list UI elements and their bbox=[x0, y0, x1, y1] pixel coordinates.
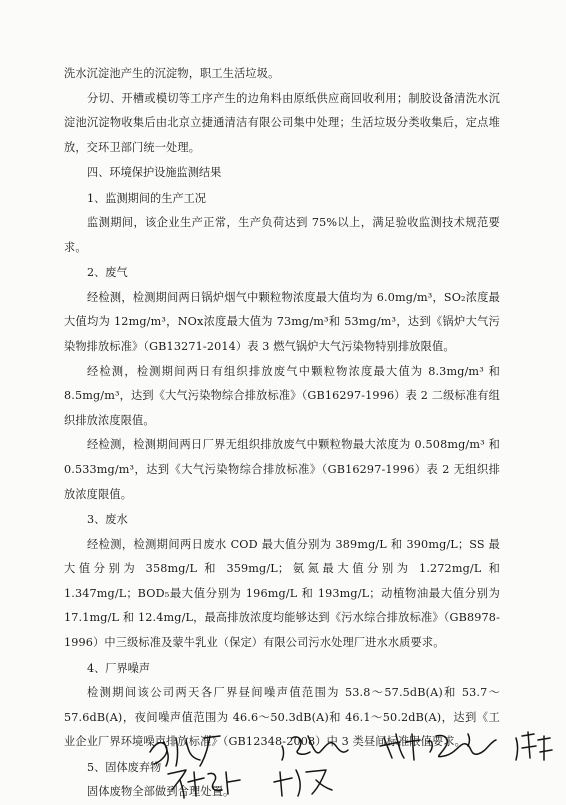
paragraph-solid-waste: 固体废物全部做到合理处置。 bbox=[87, 785, 235, 799]
signature-6 bbox=[168, 770, 240, 798]
subheading-boundary-noise: 4、厂界噪声 bbox=[87, 661, 151, 675]
paragraph-production-conditions: 监测期间，该企业生产正常，生产负荷达到 75%以上，满足验收监测技术规范要求。 bbox=[64, 216, 500, 254]
paragraph-organized-emission: 经检测，检测期间两日有组织排放废气中颗粒物浓度最大值为 8.3mg/m³ 和 8.5mg/m³，达到《大气污染物综合排放标准》（GB16297-1996）表 2 二级标准有组织排放浓度限值。 bbox=[64, 364, 500, 427]
signature-4 bbox=[428, 734, 496, 757]
subheading-solid-waste: 5、固体废弃物 bbox=[87, 760, 162, 774]
paragraph-continuation: 洗水沉淀池产生的沉淀物，职工生活垃圾。 bbox=[64, 67, 280, 80]
signature-5 bbox=[516, 732, 552, 760]
subheading-production-conditions: 1、监测期间的生产工况 bbox=[87, 191, 206, 205]
signature-3 bbox=[380, 734, 420, 760]
signature-1 bbox=[150, 736, 220, 766]
subheading-exhaust-gas: 2、废气 bbox=[87, 266, 128, 280]
signature-2 bbox=[282, 736, 348, 760]
paragraph-boundary-noise: 检测期间该公司两天各厂界昼间噪声值范围为 53.8～57.5dB(A)和 53.7～57.6dB(A)，夜间噪声值范围为 46.6～50.3dB(A)和 46.1～50.2dB(A)，达到《工业企业厂界环境噪声排放标准》（GB12348-2008）中 3 类昼间标准限值要求。 bbox=[64, 685, 500, 749]
handwritten-signatures bbox=[0, 712, 566, 800]
paragraph-solid-waste-handling: 分切、开槽或模切等工序产生的边角料由原纸供应商回收利用；制胶设备清洗水沉淀池沉淀物收集后由北京立捷通清洁有限公司集中处理；生活垃圾分类收集后，定点堆放，交环卫部门统一处理。 bbox=[64, 91, 500, 154]
signature-7 bbox=[274, 770, 332, 796]
paragraph-boiler-flue-gas: 经检测，检测期间两日锅炉烟气中颗粒物浓度最大值均为 6.0mg/m³，SO₂浓度最大值均为 12mg/m³，NOx浓度最大值为 73mg/m³和 53mg/m³，达到《锅炉大气污染物排放标准》（GB13271-2014）表 3 燃气锅炉大气污染物特别排放限值。 bbox=[64, 290, 500, 353]
paragraph-wastewater: 经检测，检测期间两日废水 COD 最大值分别为 389mg/L 和 390mg/L；SS 最大值分别为 358mg/L 和 359mg/L；氨氮最大值分别为 1.272mg/L 和 1.347mg/L；BOD₅最大值分别为 196mg/L 和 193mg/L；动植物油最大值分别为 17.1mg/L 和 12.4mg/L，最高排放浓度均能够达到《污水综合排放标准》（GB8978-1996）中三级标准及蒙牛乳业（保定）有限公司污水处理厂进水水质要求。 bbox=[64, 537, 500, 649]
paragraph-unorganized-emission: 经检测，检测期间两日厂界无组织排放废气中颗粒物最大浓度为 0.508mg/m³ 和 0.533mg/m³，达到《大气污染物综合排放标准》（GB16297-1996）表 2 无组织排放浓度限值。 bbox=[64, 438, 500, 501]
subheading-wastewater: 3、废水 bbox=[87, 513, 128, 527]
section-heading-monitoring-results: 四、环境保护设施监测结果 bbox=[87, 166, 222, 180]
